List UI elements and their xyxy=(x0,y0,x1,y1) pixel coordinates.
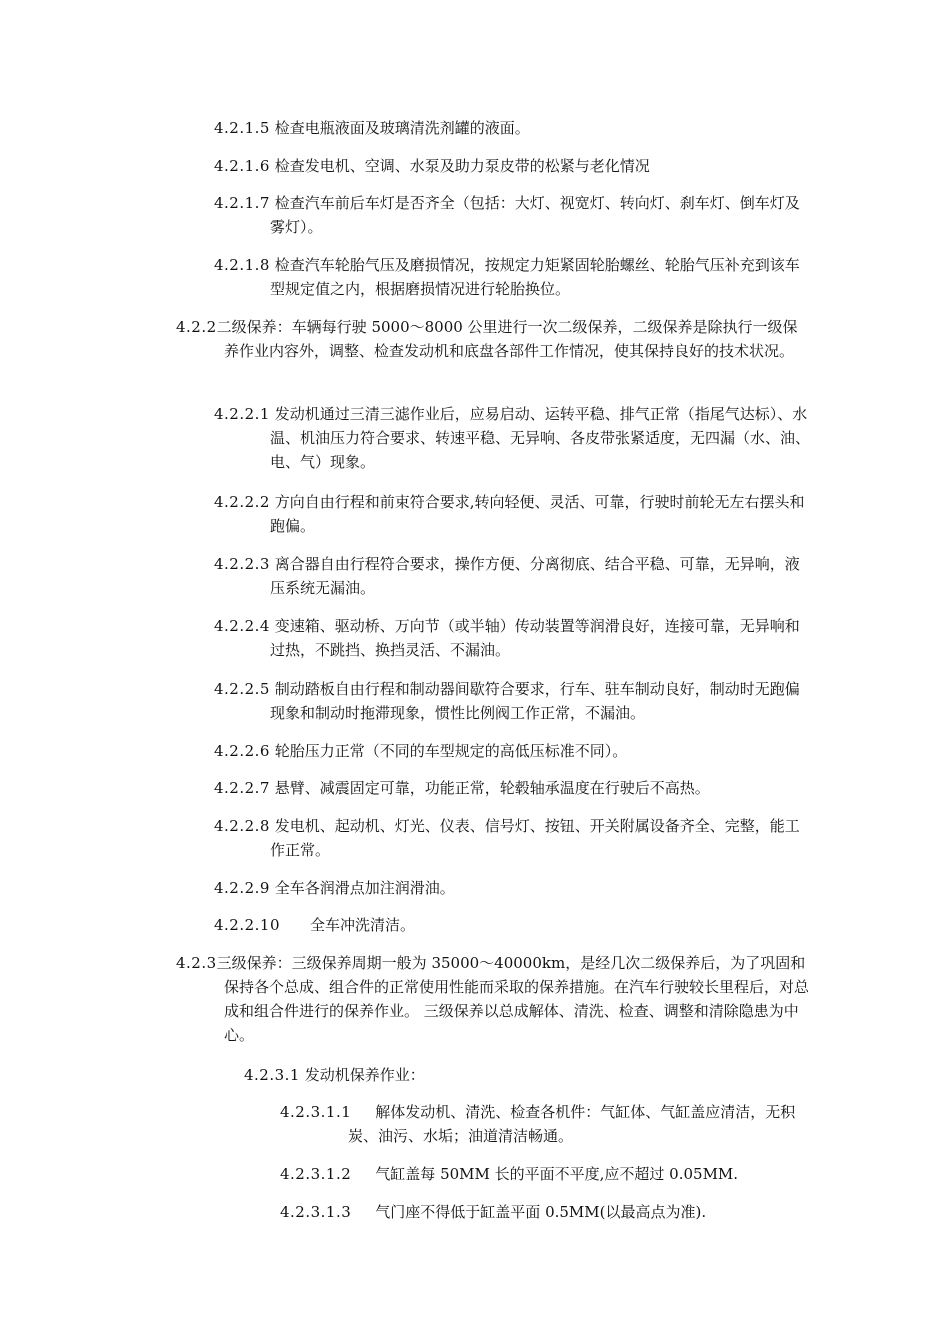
paragraph-text: 变速箱、驱动桥、万向节（或半轴）传动装置等润滑良好，连接可靠，无异响和过热，不跳挡、换挡灵活、不漏油。 xyxy=(270,617,800,659)
section-number: 4.2.2.9 xyxy=(214,879,270,897)
section-number: 4.2.3.1 xyxy=(244,1066,300,1084)
paragraph-text: 检查电瓶液面及玻璃清洗剂罐的液面。 xyxy=(274,119,530,137)
paragraph-4-2-1-6 xyxy=(214,154,810,178)
paragraph-4-2-3-1 xyxy=(244,1063,810,1087)
section-number: 4.2.2.4 xyxy=(214,617,270,635)
paragraph-4-2-2-3 xyxy=(214,552,810,600)
paragraph-4-2-2-10 xyxy=(214,913,810,937)
paragraph-text: 检查汽车前后车灯是否齐全（包括：大灯、视宽灯、转向灯、刹车灯、倒车灯及雾灯）。 xyxy=(270,194,800,236)
section-number: 4.2.3.1.2 xyxy=(280,1165,352,1183)
section-number: 4.2.2.10 xyxy=(214,916,281,934)
paragraph-4-2-3-1-2 xyxy=(280,1162,810,1186)
section-number: 4.2.1.6 xyxy=(214,157,270,175)
paragraph-text: 悬臂、减震固定可靠，功能正常，轮毂轴承温度在行驶后不高热。 xyxy=(274,779,710,797)
section-number: 4.2.1.5 xyxy=(214,119,270,137)
paragraph-text: 方向自由行程和前束符合要求,转向轻便、灵活、可靠，行驶时前轮无左右摆头和跑偏。 xyxy=(270,493,805,535)
paragraph-4-2-2-9 xyxy=(214,876,810,900)
paragraph-text: 全车冲洗清洁。 xyxy=(310,916,416,934)
paragraph-4-2-3-1-3 xyxy=(280,1200,810,1224)
section-number: 4.2.1.8 xyxy=(214,256,270,274)
paragraph-4-2-3-1-1 xyxy=(280,1100,810,1148)
paragraph-text: 发电机、起动机、灯光、仪表、信号灯、按钮、开关附属设备齐全、完整，能工作正常。 xyxy=(270,817,800,859)
paragraph-text: 三级保养：三级保养周期一般为 35000～40000km，是经几次二级保养后，为了巩固和保持各个总成、组合件的正常使用性能而采取的保养措施。在汽车行驶较长里程后，对总成和组合件进行的保养作业。 三级保养以总成解体、清洗、检查、调整和清除隐患为中心。 xyxy=(216,954,810,1044)
section-number: 4.2.1.7 xyxy=(214,194,270,212)
section-number: 4.2.3.1.1 xyxy=(280,1103,352,1121)
section-number: 4.2.3.1.3 xyxy=(280,1203,352,1221)
paragraph-4-2-2-4 xyxy=(214,614,810,662)
paragraph-4-2-1-8 xyxy=(214,253,810,301)
section-number: 4.2.2.2 xyxy=(214,493,270,511)
section-number: 4.2.3 xyxy=(176,954,217,972)
paragraph-4-2-2-5 xyxy=(214,677,810,725)
section-number: 4.2.2.5 xyxy=(214,680,270,698)
paragraph-text: 制动踏板自由行程和制动器间歇符合要求，行车、驻车制动良好，制动时无跑偏现象和制动时拖滞现象，惯性比例阀工作正常，不漏油。 xyxy=(270,680,800,722)
section-number: 4.2.2.6 xyxy=(214,742,270,760)
paragraph-4-2-1-5 xyxy=(214,116,810,140)
paragraph-text: 离合器自由行程符合要求，操作方便、分离彻底、结合平稳、可靠，无异响，液压系统无漏油。 xyxy=(270,555,800,597)
paragraph-text: 轮胎压力正常（不同的车型规定的高低压标准不同）。 xyxy=(274,742,628,760)
section-number: 4.2.2 xyxy=(176,318,217,336)
paragraph-text: 气门座不得低于缸盖平面 0.5MM(以最高点为准). xyxy=(375,1203,707,1221)
paragraph-text: 发动机通过三清三滤作业后，应易启动、运转平稳、排气正常（指尾气达标）、水温、机油压力符合要求、转速平稳、无异响、各皮带张紧适度，无四漏（水、油、电、气）现象。 xyxy=(270,405,811,471)
section-number: 4.2.2.1 xyxy=(214,405,270,423)
paragraph-text: 气缸盖每 50MM 长的平面不平度,应不超过 0.05MM. xyxy=(375,1165,739,1183)
section-number: 4.2.2.3 xyxy=(214,555,270,573)
paragraph-4-2-2 xyxy=(176,315,810,363)
section-number: 4.2.2.8 xyxy=(214,817,270,835)
paragraph-text: 全车各润滑点加注润滑油。 xyxy=(274,879,455,897)
section-number: 4.2.2.7 xyxy=(214,779,270,797)
paragraph-text: 二级保养：车辆每行驶 5000～8000 公里进行一次二级保养，二级保养是除执行一级保养作业内容外，调整、检查发动机和底盘各部件工作情况，使其保持良好的技术状况。 xyxy=(216,318,798,360)
paragraph-4-2-2-8 xyxy=(214,814,810,862)
paragraph-4-2-3 xyxy=(176,951,810,1047)
paragraph-text: 检查发电机、空调、水泵及助力泵皮带的松紧与老化情况 xyxy=(274,157,650,175)
paragraph-text: 检查汽车轮胎气压及磨损情况，按规定力矩紧固轮胎螺丝、轮胎气压补充到该车型规定值之内，根据磨损情况进行轮胎换位。 xyxy=(270,256,800,298)
paragraph-4-2-2-7 xyxy=(214,776,810,800)
paragraph-4-2-2-6 xyxy=(214,739,810,763)
paragraph-4-2-2-2 xyxy=(214,490,810,538)
paragraph-text: 发动机保养作业： xyxy=(304,1066,425,1084)
paragraph-4-2-1-7 xyxy=(214,191,810,239)
paragraph-4-2-2-1 xyxy=(214,402,810,474)
paragraph-text: 解体发动机、清洗、检查各机件：气缸体、气缸盖应清洁，无积炭、油污、水垢；油道清洁畅通。 xyxy=(348,1103,796,1145)
